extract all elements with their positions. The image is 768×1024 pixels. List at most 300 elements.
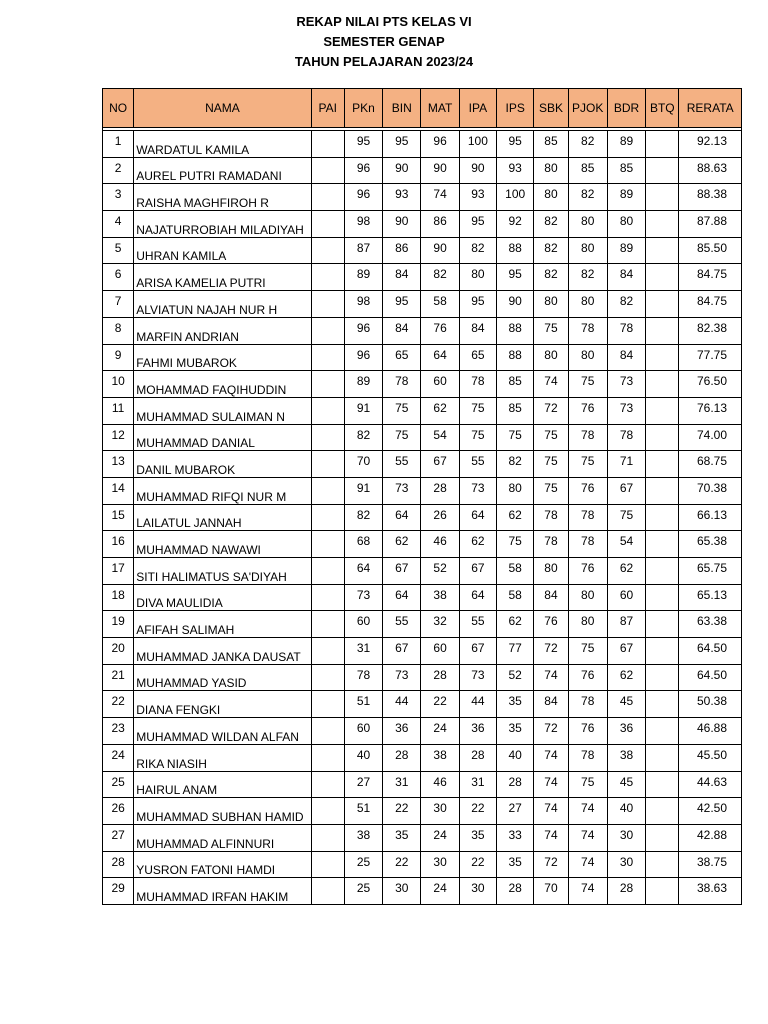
cell-no: 19 [103,611,134,638]
cell-btq [646,691,679,718]
cell-pjok: 78 [568,317,607,344]
cell-nama: MUHAMMAD RIFQI NUR M [134,477,311,504]
cell-pjok: 76 [568,397,607,424]
table-row [103,504,742,531]
cell-mat: 54 [421,424,459,451]
cell-mat: 62 [421,397,459,424]
cell-sbk: 70 [534,878,568,905]
table-row [103,157,742,184]
table-row [103,131,742,158]
cell-ips: 100 [497,184,534,211]
cell-nama: AFIFAH SALIMAH [134,611,311,638]
cell-pai [311,504,344,531]
cell-ipa: 44 [459,691,496,718]
cell-no: 28 [103,851,134,878]
cell-pkn: 96 [344,317,382,344]
col-header-btq: BTQ [646,89,679,128]
cell-pjok: 75 [568,451,607,478]
cell-bdr: 67 [607,477,645,504]
col-header-bdr: BDR [607,89,645,128]
header-row [103,89,742,128]
cell-sbk: 75 [534,477,568,504]
cell-pjok: 76 [568,558,607,585]
cell-pjok: 76 [568,477,607,504]
table-row [103,611,742,638]
col-header-bin: BIN [383,89,421,128]
cell-pkn: 60 [344,611,382,638]
table-row [103,584,742,611]
cell-rerata: 74.00 [679,424,742,451]
title-line-2: SEMESTER GENAP [323,34,445,49]
cell-no: 7 [103,291,134,318]
cell-no: 17 [103,558,134,585]
cell-bin: 90 [383,211,421,238]
cell-no: 25 [103,771,134,798]
cell-pai [311,344,344,371]
table-row [103,798,742,825]
cell-sbk: 82 [534,211,568,238]
cell-sbk: 85 [534,131,568,158]
cell-mat: 58 [421,291,459,318]
cell-ipa: 36 [459,718,496,745]
cell-btq [646,451,679,478]
cell-ipa: 75 [459,424,496,451]
cell-bin: 35 [383,824,421,851]
cell-ipa: 75 [459,397,496,424]
cell-btq [646,664,679,691]
table-row [103,184,742,211]
cell-rerata: 77.75 [679,344,742,371]
cell-btq [646,878,679,905]
cell-no: 22 [103,691,134,718]
cell-no: 8 [103,317,134,344]
cell-no: 29 [103,878,134,905]
cell-pkn: 31 [344,638,382,665]
cell-sbk: 74 [534,371,568,398]
cell-pai [311,638,344,665]
cell-rerata: 38.75 [679,851,742,878]
cell-bdr: 60 [607,584,645,611]
table-row [103,851,742,878]
grades-table [102,88,742,905]
cell-rerata: 42.50 [679,798,742,825]
cell-sbk: 75 [534,451,568,478]
col-header-pkn: PKn [344,89,382,128]
cell-ipa: 93 [459,184,496,211]
cell-bin: 84 [383,264,421,291]
cell-rerata: 76.13 [679,397,742,424]
cell-ips: 75 [497,424,534,451]
cell-ips: 33 [497,824,534,851]
cell-pjok: 80 [568,211,607,238]
cell-mat: 90 [421,157,459,184]
cell-bin: 64 [383,584,421,611]
cell-no: 18 [103,584,134,611]
cell-pkn: 89 [344,264,382,291]
cell-mat: 52 [421,558,459,585]
cell-ips: 95 [497,264,534,291]
table-row [103,558,742,585]
cell-bdr: 87 [607,611,645,638]
cell-bdr: 54 [607,531,645,558]
cell-bdr: 84 [607,264,645,291]
cell-sbk: 74 [534,771,568,798]
cell-sbk: 76 [534,611,568,638]
title-line-3: TAHUN PELAJARAN 2023/24 [294,54,474,69]
cell-bdr: 28 [607,878,645,905]
cell-ips: 75 [497,531,534,558]
cell-sbk: 84 [534,691,568,718]
cell-pjok: 74 [568,798,607,825]
cell-ipa: 55 [459,611,496,638]
cell-bin: 67 [383,638,421,665]
cell-pai [311,878,344,905]
cell-bin: 73 [383,477,421,504]
cell-ipa: 78 [459,371,496,398]
cell-rerata: 64.50 [679,638,742,665]
table-row [103,237,742,264]
cell-btq [646,157,679,184]
table-body [103,131,742,905]
cell-pjok: 80 [568,291,607,318]
table-row [103,771,742,798]
cell-sbk: 74 [534,824,568,851]
cell-pkn: 51 [344,691,382,718]
cell-ipa: 90 [459,157,496,184]
cell-ips: 28 [497,878,534,905]
cell-pkn: 91 [344,397,382,424]
cell-bin: 65 [383,344,421,371]
cell-sbk: 74 [534,744,568,771]
cell-btq [646,851,679,878]
cell-pjok: 78 [568,424,607,451]
col-header-no: NO [103,89,134,128]
table-row [103,744,742,771]
cell-ipa: 73 [459,477,496,504]
cell-btq [646,291,679,318]
cell-no: 15 [103,504,134,531]
cell-mat: 86 [421,211,459,238]
cell-pjok: 74 [568,824,607,851]
cell-rerata: 50.38 [679,691,742,718]
cell-sbk: 78 [534,531,568,558]
cell-bdr: 30 [607,851,645,878]
cell-pai [311,264,344,291]
cell-mat: 60 [421,638,459,665]
cell-btq [646,371,679,398]
cell-rerata: 68.75 [679,451,742,478]
table-row [103,638,742,665]
cell-no: 24 [103,744,134,771]
cell-pjok: 78 [568,504,607,531]
cell-pkn: 60 [344,718,382,745]
cell-ipa: 67 [459,638,496,665]
cell-rerata: 65.13 [679,584,742,611]
cell-no: 21 [103,664,134,691]
table-row [103,211,742,238]
cell-bdr: 62 [607,664,645,691]
cell-sbk: 75 [534,424,568,451]
cell-ips: 58 [497,584,534,611]
cell-rerata: 44.63 [679,771,742,798]
cell-pai [311,798,344,825]
cell-pkn: 89 [344,371,382,398]
cell-ips: 62 [497,504,534,531]
cell-bdr: 84 [607,344,645,371]
cell-rerata: 38.63 [679,878,742,905]
table-row [103,424,742,451]
cell-pjok: 82 [568,131,607,158]
cell-rerata: 87.88 [679,211,742,238]
cell-pai [311,531,344,558]
cell-mat: 38 [421,744,459,771]
cell-btq [646,344,679,371]
cell-bdr: 30 [607,824,645,851]
cell-pai [311,824,344,851]
cell-pjok: 78 [568,744,607,771]
cell-sbk: 84 [534,584,568,611]
cell-pkn: 98 [344,211,382,238]
cell-sbk: 80 [534,291,568,318]
cell-nama: MUHAMMAD JANKA DAUSAT [134,638,311,665]
cell-btq [646,317,679,344]
cell-pjok: 82 [568,184,607,211]
cell-pjok: 74 [568,851,607,878]
cell-bin: 75 [383,424,421,451]
cell-rerata: 88.63 [679,157,742,184]
cell-bdr: 78 [607,317,645,344]
cell-mat: 74 [421,184,459,211]
cell-pai [311,718,344,745]
cell-bin: 55 [383,611,421,638]
cell-pjok: 80 [568,237,607,264]
cell-pai [311,664,344,691]
cell-pjok: 74 [568,878,607,905]
cell-ips: 88 [497,344,534,371]
cell-bdr: 36 [607,718,645,745]
cell-ips: 95 [497,131,534,158]
cell-ips: 27 [497,798,534,825]
cell-mat: 32 [421,611,459,638]
cell-bin: 62 [383,531,421,558]
cell-ipa: 30 [459,878,496,905]
cell-ipa: 62 [459,531,496,558]
cell-ips: 35 [497,851,534,878]
cell-sbk: 72 [534,638,568,665]
cell-no: 23 [103,718,134,745]
cell-pkn: 25 [344,878,382,905]
cell-mat: 46 [421,771,459,798]
cell-mat: 26 [421,504,459,531]
cell-mat: 46 [421,531,459,558]
cell-ipa: 82 [459,237,496,264]
cell-btq [646,558,679,585]
cell-ips: 35 [497,718,534,745]
table-row [103,371,742,398]
cell-bin: 64 [383,504,421,531]
cell-nama: LAILATUL JANNAH [134,504,311,531]
cell-bin: 22 [383,798,421,825]
cell-sbk: 74 [534,664,568,691]
cell-pai [311,291,344,318]
cell-no: 14 [103,477,134,504]
cell-btq [646,237,679,264]
cell-no: 2 [103,157,134,184]
cell-nama: RAISHA MAGHFIROH R [134,184,311,211]
cell-pjok: 75 [568,638,607,665]
cell-pkn: 70 [344,451,382,478]
cell-bdr: 78 [607,424,645,451]
cell-btq [646,718,679,745]
cell-pai [311,317,344,344]
cell-pai [311,451,344,478]
cell-nama: NAJATURROBIAH MILADIYAH [134,211,311,238]
cell-pjok: 76 [568,664,607,691]
cell-ips: 92 [497,211,534,238]
cell-ipa: 73 [459,664,496,691]
cell-mat: 67 [421,451,459,478]
cell-mat: 90 [421,237,459,264]
cell-pai [311,237,344,264]
cell-pjok: 80 [568,611,607,638]
cell-sbk: 72 [534,718,568,745]
cell-pkn: 96 [344,157,382,184]
cell-pjok: 78 [568,691,607,718]
cell-nama: HAIRUL ANAM [134,771,311,798]
cell-pkn: 78 [344,664,382,691]
cell-bdr: 89 [607,184,645,211]
cell-nama: ALVIATUN NAJAH NUR H [134,291,311,318]
cell-bin: 36 [383,718,421,745]
cell-bdr: 45 [607,771,645,798]
cell-ips: 58 [497,558,534,585]
cell-pai [311,397,344,424]
cell-rerata: 76.50 [679,371,742,398]
cell-ipa: 100 [459,131,496,158]
cell-no: 5 [103,237,134,264]
cell-pai [311,211,344,238]
cell-no: 9 [103,344,134,371]
table-row [103,451,742,478]
cell-bin: 73 [383,664,421,691]
cell-pjok: 85 [568,157,607,184]
cell-pkn: 25 [344,851,382,878]
cell-rerata: 84.75 [679,264,742,291]
cell-bdr: 67 [607,638,645,665]
cell-btq [646,424,679,451]
cell-btq [646,397,679,424]
cell-ips: 93 [497,157,534,184]
table-row [103,718,742,745]
cell-mat: 30 [421,851,459,878]
cell-nama: MUHAMMAD WILDAN ALFAN [134,718,311,745]
cell-no: 26 [103,798,134,825]
cell-mat: 24 [421,878,459,905]
cell-pai [311,744,344,771]
cell-mat: 28 [421,664,459,691]
cell-pkn: 95 [344,131,382,158]
cell-bin: 93 [383,184,421,211]
cell-bin: 90 [383,157,421,184]
cell-sbk: 80 [534,184,568,211]
cell-btq [646,798,679,825]
cell-sbk: 82 [534,264,568,291]
col-header-ipa: IPA [459,89,496,128]
cell-btq [646,531,679,558]
cell-pjok: 75 [568,771,607,798]
cell-mat: 96 [421,131,459,158]
cell-mat: 30 [421,798,459,825]
cell-bin: 22 [383,851,421,878]
cell-ips: 77 [497,638,534,665]
cell-pai [311,157,344,184]
cell-bdr: 71 [607,451,645,478]
cell-pkn: 96 [344,344,382,371]
cell-btq [646,824,679,851]
table-row [103,824,742,851]
cell-ipa: 35 [459,824,496,851]
cell-pkn: 64 [344,558,382,585]
cell-rerata: 92.13 [679,131,742,158]
cell-no: 11 [103,397,134,424]
cell-btq [646,744,679,771]
cell-btq [646,264,679,291]
table-row [103,317,742,344]
cell-bdr: 40 [607,798,645,825]
cell-pai [311,851,344,878]
cell-pkn: 73 [344,584,382,611]
cell-nama: MUHAMMAD IRFAN HAKIM [134,878,311,905]
cell-pjok: 75 [568,371,607,398]
cell-pjok: 80 [568,584,607,611]
cell-sbk: 72 [534,397,568,424]
cell-sbk: 74 [534,798,568,825]
cell-pkn: 68 [344,531,382,558]
cell-btq [646,611,679,638]
cell-nama: WARDATUL KAMILA [134,131,311,158]
table-row [103,531,742,558]
col-header-ips: IPS [497,89,534,128]
cell-btq [646,504,679,531]
cell-nama: RIKA NIASIH [134,744,311,771]
cell-nama: MUHAMMAD NAWAWI [134,531,311,558]
cell-no: 16 [103,531,134,558]
cell-ips: 52 [497,664,534,691]
cell-pkn: 82 [344,504,382,531]
cell-rerata: 88.38 [679,184,742,211]
cell-pai [311,611,344,638]
cell-bin: 28 [383,744,421,771]
cell-ips: 85 [497,397,534,424]
cell-sbk: 80 [534,558,568,585]
cell-mat: 60 [421,371,459,398]
cell-bin: 67 [383,558,421,585]
cell-no: 4 [103,211,134,238]
cell-ipa: 95 [459,211,496,238]
cell-mat: 64 [421,344,459,371]
cell-ips: 62 [497,611,534,638]
table-row [103,397,742,424]
cell-ips: 85 [497,371,534,398]
cell-nama: MUHAMMAD SUBHAN HAMID [134,798,311,825]
cell-bin: 31 [383,771,421,798]
cell-pkn: 98 [344,291,382,318]
cell-pkn: 82 [344,424,382,451]
col-header-pjok: PJOK [568,89,607,128]
cell-ipa: 84 [459,317,496,344]
cell-ips: 88 [497,237,534,264]
cell-bdr: 73 [607,397,645,424]
